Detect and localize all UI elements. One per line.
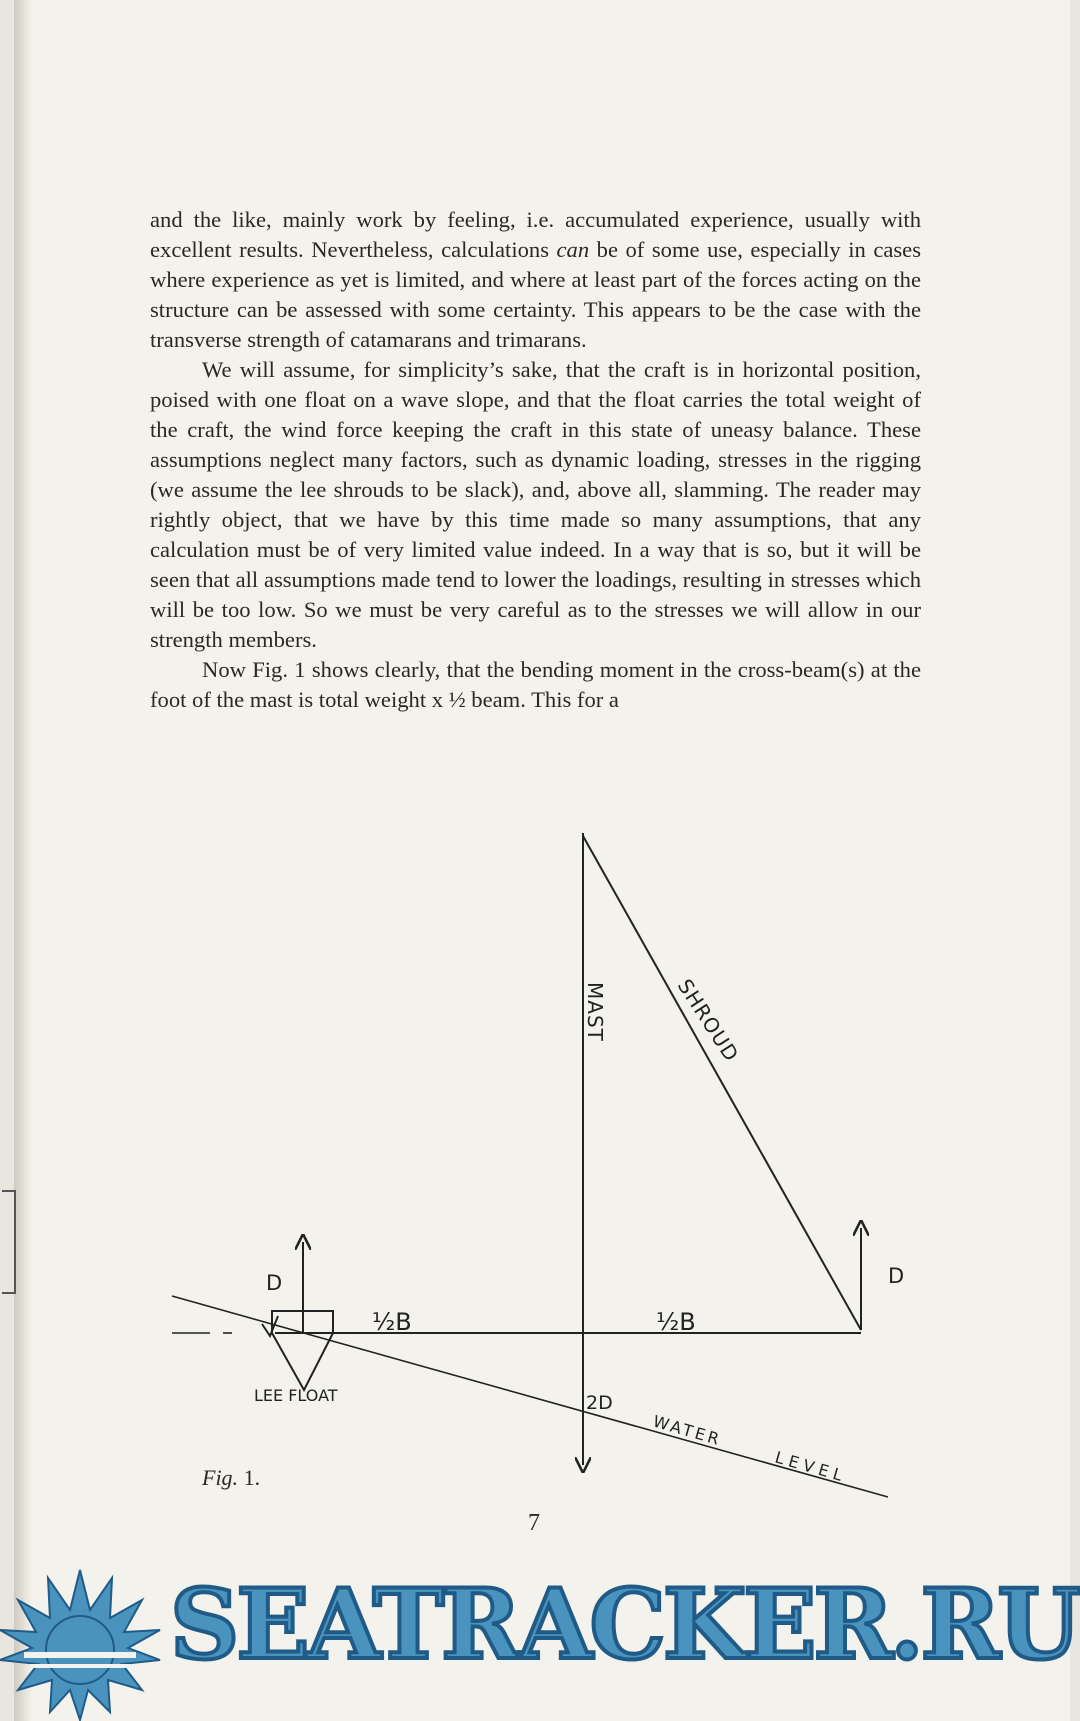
watermark-text: SEATRACKER.RU xyxy=(170,1568,1079,1681)
half-beam-right-label: ½B xyxy=(656,1308,696,1336)
level-label: LEVEL xyxy=(772,1447,850,1487)
figure-caption: Fig. 1. xyxy=(202,1465,261,1490)
paragraph-2: We will assume, for simplicity’s sake, that the craft is in horizontal position, poised with one float on a wave slope, and that the float carries the total weight of the craft, the wind force keeping the craft in this state of uneasy balance. These assumptions neglect many factors, such as dynamic loading, stresses in the rigging (we assume the lee shrouds to be slack), and, above all, slamming. The reader may rightly object, that we have by this time made so many assumptions, that any calculation must be of very limited value indeed. In a way that is so, but it will be seen that all assumptions made tend to lower the loadings, resulting in stresses which will be too low. So we must be very careful as to the stresses we will allow in our strength members. xyxy=(150,357,921,652)
paragraph-3: Now Fig. 1 shows clearly, that the bending moment in the cross-beam(s) at the foot of the mast is total weight x ½ beam. This for a xyxy=(150,657,921,712)
emphasis-can: can xyxy=(556,237,590,262)
water-label: WATER xyxy=(650,1411,725,1450)
shroud-line xyxy=(583,836,861,1330)
mast-force-label: 2D xyxy=(586,1392,613,1414)
figure-1-diagram xyxy=(0,820,1080,1500)
half-beam-left-label: ½B xyxy=(372,1308,412,1336)
lee-float-label: LEE FLOAT xyxy=(254,1386,338,1405)
fraction-half: ½ xyxy=(448,687,466,712)
force-left-label: D xyxy=(266,1271,283,1295)
mast-label: MAST xyxy=(583,982,607,1042)
shroud-label: SHROUD xyxy=(672,974,744,1067)
body-text xyxy=(150,205,921,715)
force-right-label: D xyxy=(888,1264,905,1288)
paragraph-1: and the like, mainly work by feeling, i.e. accumulated experience, usually with excellent results. Nevertheless, calculations can be of some use, especially in cases where experience as yet is limited, and where at least part of the forces acting on the structure can be assessed with some certainty. This appears to be the case with the transverse strength of catamarans and trimarans. xyxy=(150,207,921,352)
page-number: 7 xyxy=(528,1510,540,1536)
